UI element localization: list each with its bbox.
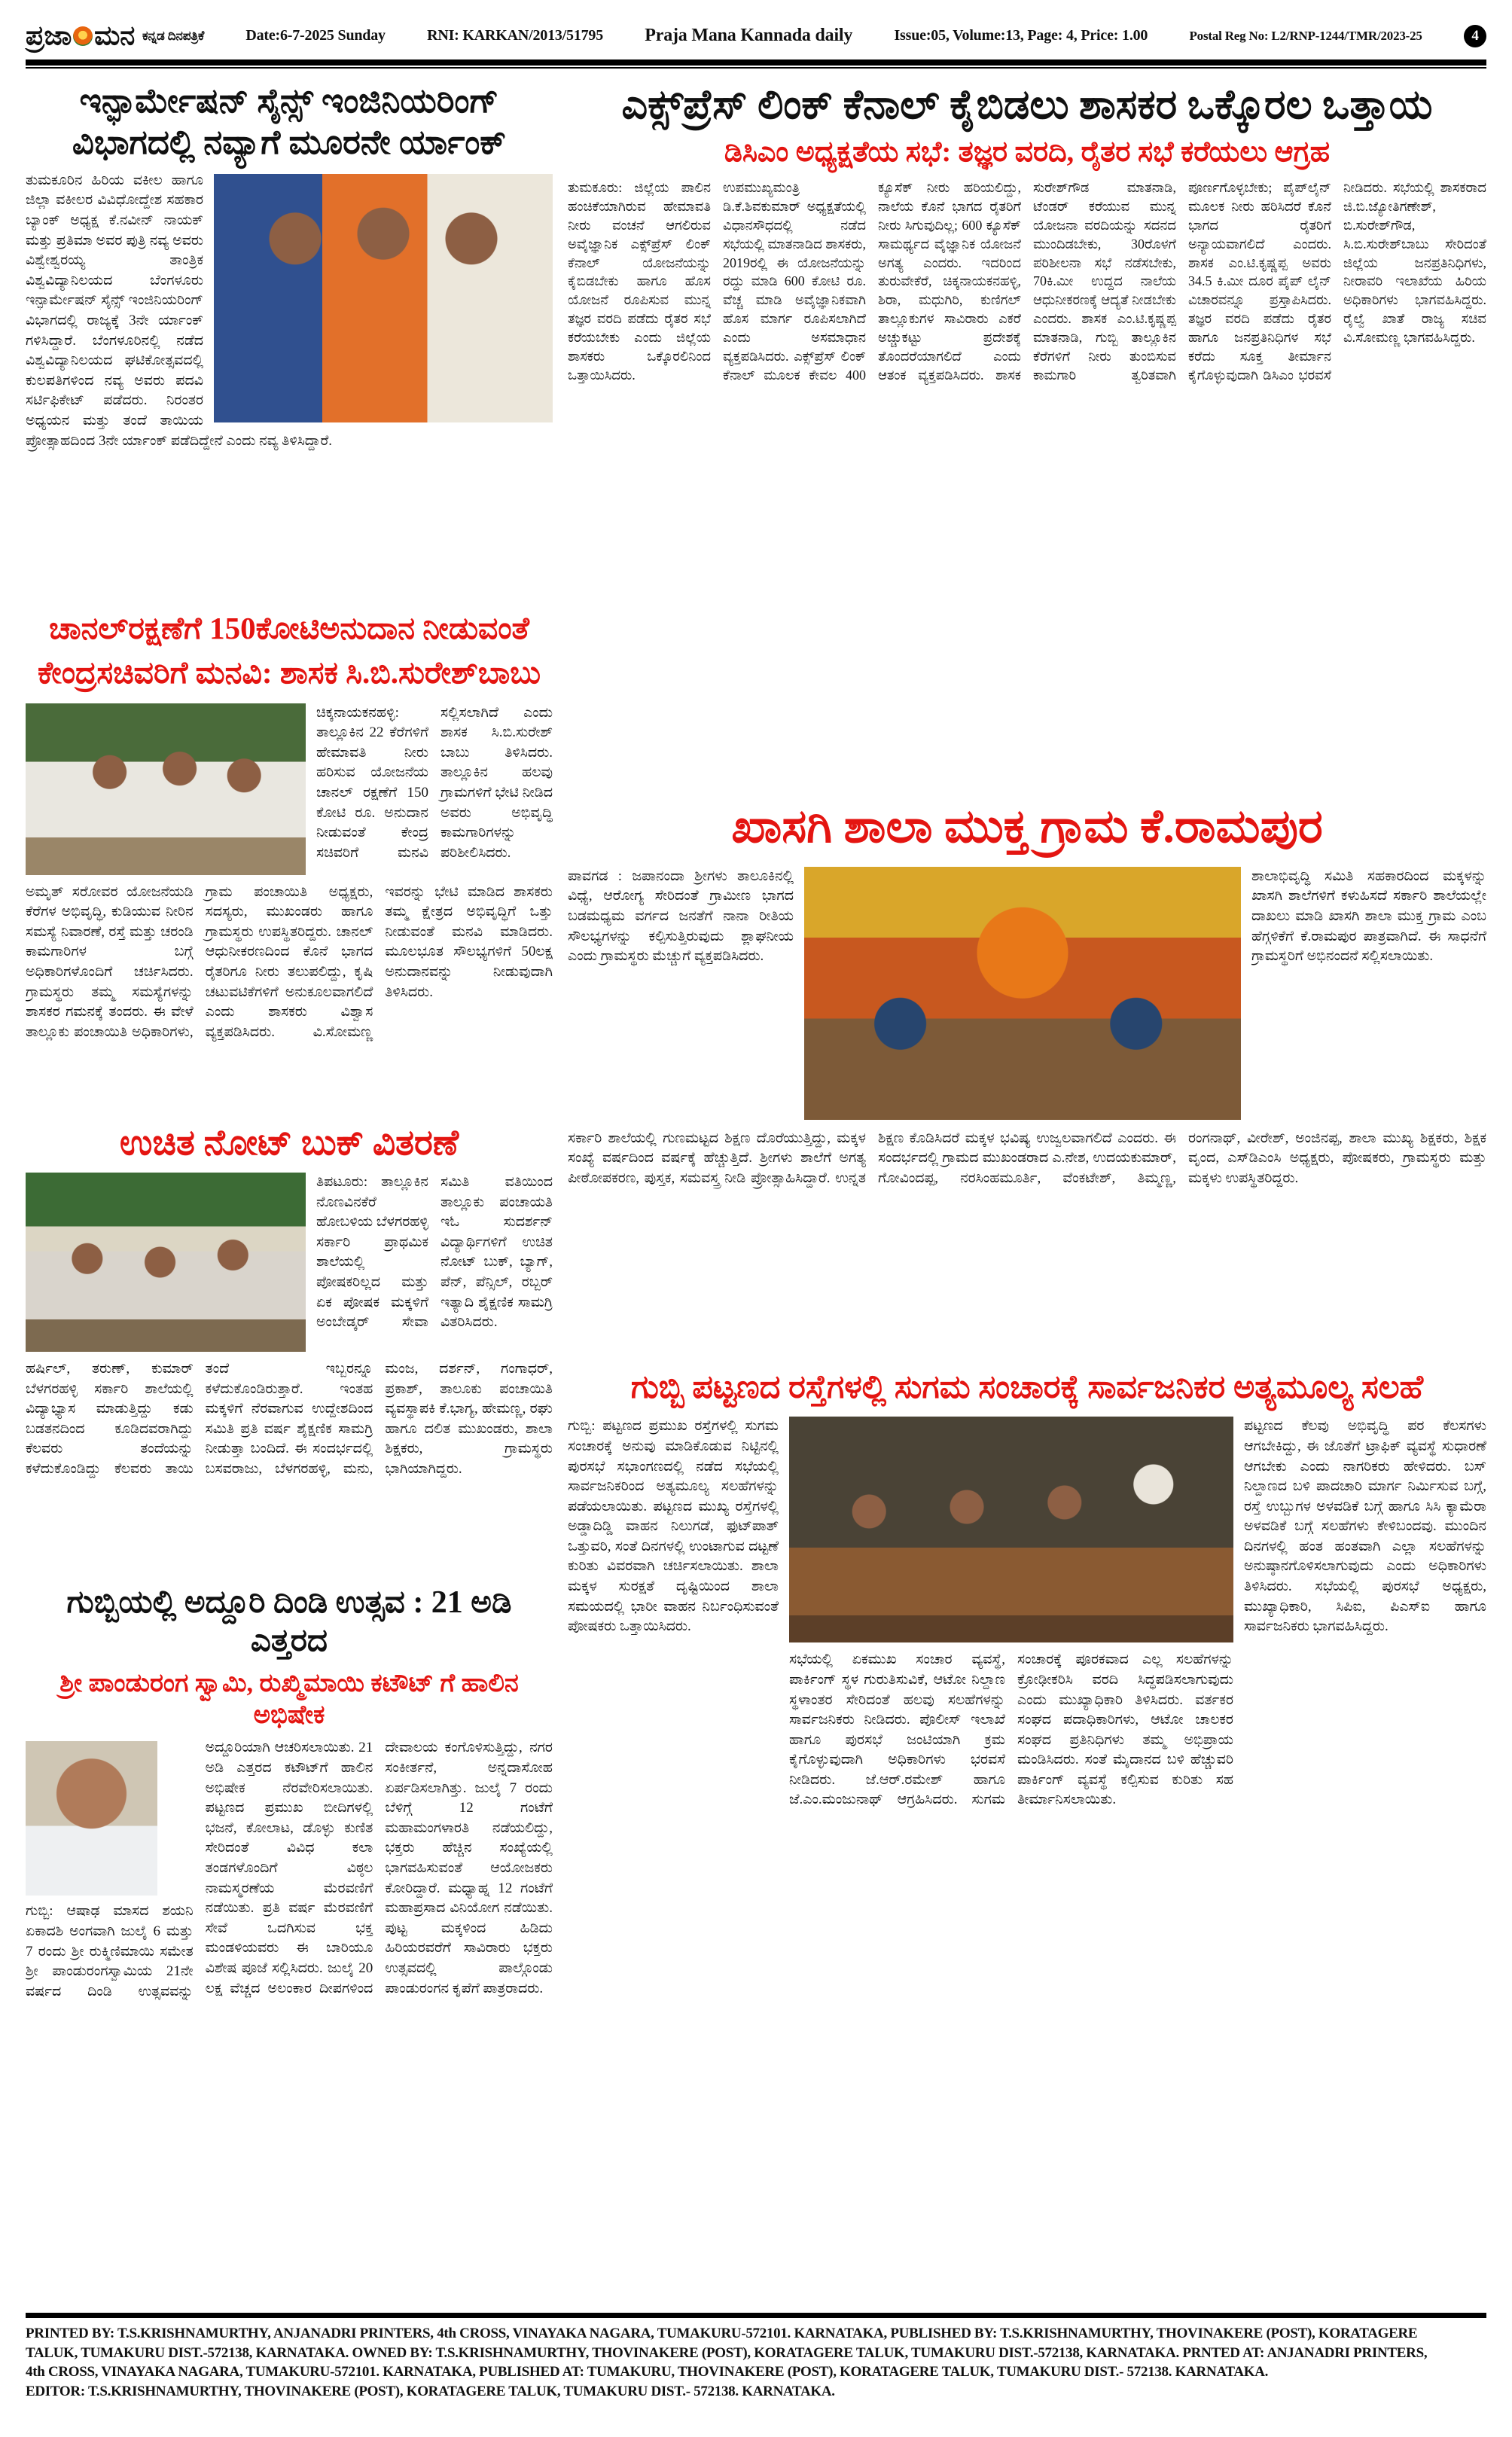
mla-village-visit-photo: [26, 703, 306, 875]
article-middle-block: [789, 1417, 1233, 2150]
masthead: [26, 20, 1486, 52]
article-subheadline: ಡಿಸಿಎಂ ಅಧ್ಯಕ್ಷತೆಯ ಸಭೆ: ತಜ್ಞರ ವರದಿ, ರೈತರ ಸಭೆ ಕರೆಯಲು ಆಗ್ರಹ: [724, 136, 1331, 168]
article-headline: ಗುಬ್ಬಿಯಲ್ಲಿ ಅದ್ದೂರಿ ದಿಂಡಿ ಉತ್ಸವ : 21 ಅಡಿ ಎತ್ತರದ: [66, 1585, 512, 1659]
article-text: ತುಮಕೂರಿನ ಹಿರಿಯ ವಕೀಲ ಹಾಗೂ ಜಿಲ್ಲಾ ವಕೀಲರ ವಿವಿಧೋದ್ದೇಶ ಸಹಕಾರ ಬ್ಯಾಂಕ್ ಅಧ್ಯಕ್ಷ ಕೆ.ನವೀನ್ ನಾಯಕ್ ಮತ್ತು ಪ್ರತಿಮಾ ಅವರ ಪುತ್ರಿ ನವ್ಯ ಅವರು ವಿಶ್ವೇಶ್ವರಯ್ಯ ತಾಂತ್ರಿಕ ವಿಶ್ವವಿದ್ಯಾನಿಲಯದ ಬೆಂಗಳೂರು ಇನ್ಫಾರ್ಮೇಷನ್ ಸೈನ್ಸ್ ಇಂಜಿನಿಯರಿಂಗ್ ವಿಭಾಗದಲ್ಲಿ ರಾಜ್ಯಕ್ಕೆ 3ನೇ ರ್ಯಾಂಕ್ ಗಳಿಸಿದ್ದಾರೆ. ಬೆಂಗಳೂರಿನಲ್ಲಿ ನಡೆದ ವಿಶ್ವವಿದ್ಯಾನಿಲಯದ ಘಟಿಕೋತ್ಸವದಲ್ಲಿ ಕುಲಪತಿಗಳಿಂದ ನವ್ಯ ಅವರು ಪದವಿ ಸರ್ಟಿಫಿಕೇಟ್ ಪಡೆದರು. ನಿರಂತರ ಅಧ್ಯಯನ ಮತ್ತು ತಂದೆ ತಾಯಿಯ ಪ್ರೋತ್ಸಾಹದಿಂದ 3ನೇ ರ್ಯಾಂಕ್ ಪಡೆದಿದ್ದೇನೆ ಎಂದು ನವ್ಯ ತಿಳಿಸಿದ್ದಾರೆ.: [26, 172, 333, 449]
masthead-divider: [26, 59, 1486, 69]
page-content: [26, 81, 1486, 2224]
rank-ceremony-photo: [214, 174, 553, 422]
article-lead: ಚಿಕ್ಕನಾಯಕನಹಳ್ಳಿ: ತಾಲ್ಲೂಕಿನ 22 ಕೆರೆಗಳಿಗೆ ಹೇಮಾವತಿ ನೀರು ಹರಿಸುವ ಯೋಜನೆಯ ಚಾನಲ್ ರಕ್ಷಣೆಗೆ 150 ಕೋಟಿ ರೂ. ಅನುದಾನ ನೀಡುವಂತೆ ಕೇಂದ್ರ ಸಚಿವರಿಗೆ ಮನವಿ ಸಲ್ಲಿಸಲಾಗಿದೆ ಎಂದು ಶಾಸಕ ಸಿ.ಬಿ.ಸುರೇಶ್ ಬಾಬು ತಿಳಿಸಿದರು. ತಾಲ್ಲೂಕಿನ ಹಲವು ಗ್ರಾಮಗಳಿಗೆ ಭೇಟಿ ನೀಡಿದ ಅವರು ಅಭಿವೃದ್ಧಿ ಕಾಮಗಾರಿಗಳನ್ನು ಪರಿಶೀಲಿಸಿದರು.: [316, 704, 553, 861]
issue-info: Issue:05, Volume:13, Page: 4, Price: 1.00: [894, 27, 1148, 44]
article-text: ಅಮೃತ್ ಸರೋವರ ಯೋಜನೆಯಡಿ ಕೆರೆಗಳ ಅಭಿವೃದ್ಧಿ, ಕುಡಿಯುವ ನೀರಿನ ಸಮಸ್ಯೆ ನಿವಾರಣೆ, ರಸ್ತೆ ಮತ್ತು ಚರಂಡಿ ಕಾಮಗಾರಿಗಳ ಬಗ್ಗೆ ಅಧಿಕಾರಿಗಳೊಂದಿಗೆ ಚರ್ಚಿಸಿದರು. ಗ್ರಾಮಸ್ಥರು ತಮ್ಮ ಸಮಸ್ಯೆಗಳನ್ನು ಶಾಸಕರ ಗಮನಕ್ಕೆ ತಂದರು. ಈ ವೇಳೆ ತಾಲ್ಲೂಕು ಪಂಚಾಯಿತಿ ಅಧಿಕಾರಿಗಳು, ಗ್ರಾಮ ಪಂಚಾಯಿತಿ ಅಧ್ಯಕ್ಷರು, ಸದಸ್ಯರು, ಮುಖಂಡರು ಹಾಗೂ ಗ್ರಾಮಸ್ಥರು ಉಪಸ್ಥಿತರಿದ್ದರು. ಚಾನಲ್ ಆಧುನೀಕರಣದಿಂದ ಕೊನೆ ಭಾಗದ ರೈತರಿಗೂ ನೀರು ತಲುಪಲಿದ್ದು, ಕೃಷಿ ಚಟುವಟಿಕೆಗಳಿಗೆ ಅನುಕೂಲವಾಗಲಿದೆ ಎಂದು ಶಾಸಕರು ವಿಶ್ವಾಸ ವ್ಯಕ್ತಪಡಿಸಿದರು. ವಿ.ಸೋಮಣ್ಣ ಇವರನ್ನು ಭೇಟಿ ಮಾಡಿದ ಶಾಸಕರು ತಮ್ಮ ಕ್ಷೇತ್ರದ ಅಭಿವೃದ್ಧಿಗೆ ಒತ್ತು ನೀಡುವಂತೆ ಮನವಿ ಮಾಡಿದರು. ಮೂಲಭೂತ ಸೌಲಭ್ಯಗಳಿಗೆ 50ಲಕ್ಷ ಅನುದಾನವನ್ನು ನೀಡುವುದಾಗಿ ತಿಳಿಸಿದರು.: [26, 883, 553, 1040]
article-headline: ಚಾನಲ್‌ರಕ್ಷಣೆಗೆ 150ಕೋಟಿಅನುದಾನ ನೀಡುವಂತೆ ಕೇಂದ್ರಸಚಿವರಿಗೆ ಮನವಿ: ಶಾಸಕ ಸಿ.ಬಿ.ಸುರೇಶ್‌ಬಾಬು: [37, 610, 541, 691]
article-body: [26, 1738, 553, 2224]
page-number-badge: 4: [1464, 25, 1486, 47]
article-body-row: [568, 1417, 1486, 2170]
logo-text-right: ಮನ: [94, 20, 136, 50]
article-headline: ಇನ್ಫಾರ್ಮೇಷನ್ ಸೈನ್ಸ್ ಇಂಜಿನಿಯರಿಂಗ್ ವಿಭಾಗದಲ್ಲಿ ನವ್ಯಾಗೆ ಮೂರನೇ ರ್ಯಾಂಕ್: [72, 82, 507, 161]
imprint-line: 4th CROSS, VINAYAKA NAGARA, TUMAKURU-572101. KARNATAKA, PUBLISHED AT: TUMAKURU, THOVINAKERE (POST), KORATAGERE TALUK, TUMAKURU DIST.- 572138. KARNATAKA.: [26, 2364, 1269, 2381]
seer-school-children-photo: [804, 867, 1241, 1120]
article-lead-row: [568, 867, 1486, 1120]
article-headline: ಖಾಸಗಿ ಶಾಲಾ ಮುಕ್ತ ಗ್ರಾಮ ಕೆ.ರಾಮಪುರ: [731, 801, 1323, 853]
paper-name-english: Praja Mana Kannada daily: [645, 26, 853, 45]
article-lead-row: [26, 703, 553, 875]
article-headline: ಉಚಿತ ನೋಟ್ ಬುಕ್ ವಿತರಣೆ: [119, 1123, 459, 1163]
dindi-organiser-portrait-photo: [26, 1741, 157, 1896]
article-body: [26, 171, 553, 593]
article-headline: ಗುಬ್ಬಿ ಪಟ್ಟಣದ ರಸ್ತೆಗಳಲ್ಲಿ ಸುಗಮ ಸಂಚಾರಕ್ಕೆ ಸಾರ್ವಜನಿಕರ ಅತ್ಯಮೂಲ್ಯ ಸಲಹೆ: [630, 1369, 1424, 1405]
article-gubbi-traffic-suggestions: [568, 1368, 1486, 2170]
article-lead: ತಿಪಟೂರು: ತಾಲ್ಲೂಕಿನ ನೊಣವಿನಕೆರೆ ಹೋಬಳಿಯ ಬೆಳಗರಹಳ್ಳಿ ಸರ್ಕಾರಿ ಪ್ರಾಥಮಿಕ ಶಾಲೆಯಲ್ಲಿ ಪೋಷಕರಿಲ್ಲದ ಮತ್ತು ಏಕ ಪೋಷಕ ಮಕ್ಕಳಿಗೆ ಅಂಬೇಡ್ಕರ್ ಸೇವಾ ಸಮಿತಿ ವತಿಯಿಂದ ತಾಲ್ಲೂಕು ಪಂಚಾಯತಿ ಇಓ ಸುದರ್ಶನ್ ವಿದ್ಯಾರ್ಥಿಗಳಿಗೆ ಉಚಿತ ನೋಟ್ ಬುಕ್, ಬ್ಯಾಗ್, ಪೆನ್, ಪೆನ್ಸಿಲ್, ರಬ್ಬರ್ ಇತ್ಯಾದಿ ಶೈಕ್ಷಣಿಕ ಸಾಮಗ್ರಿ ವಿತರಿಸಿದರು.: [316, 1173, 553, 1331]
logo-subtitle: ಕನ್ನಡ ದಿನಪತ್ರಿಕೆ: [142, 28, 205, 43]
rni-number: RNI: KARKAN/2013/51795: [427, 27, 604, 44]
article-side-text: ಪಟ್ಟಣದ ಕೆಲವು ಅಭಿವೃದ್ಧಿ ಪರ ಕೆಲಸಗಳು ಆಗಬೇಕಿದ್ದು, ಈ ಜೊತೆಗೆ ಟ್ರಾಫಿಕ್ ವ್ಯವಸ್ಥೆ ಸುಧಾರಣೆ ಆಗಬೇಕು ಎಂದು ನಾಗರಿಕರು ಹೇಳಿದರು. ಬಸ್ ನಿಲ್ದಾಣದ ಬಳಿ ಪಾದಚಾರಿ ಮಾರ್ಗ ನಿರ್ಮಿಸುವ ಬಗ್ಗೆ, ರಸ್ತೆ ಉಬ್ಬುಗಳ ಅಳವಡಿಕೆ ಬಗ್ಗೆ ಹಾಗೂ ಸಿಸಿ ಕ್ಯಾಮೆರಾ ಅಳವಡಿಕೆ ಬಗ್ಗೆ ಸಲಹೆಗಳು ಕೇಳಿಬಂದವು. ಮುಂದಿನ ದಿನಗಳಲ್ಲಿ ಹಂತ ಹಂತವಾಗಿ ಎಲ್ಲಾ ಸಲಹೆಗಳನ್ನು ಅನುಷ್ಠಾನಗೊಳಿಸಲಾಗುವುದು ಎಂದು ಅಧಿಕಾರಿಗಳು ತಿಳಿಸಿದರು. ಸಭೆಯಲ್ಲಿ ಪುರಸಭೆ ಅಧ್ಯಕ್ಷರು, ಮುಖ್ಯಾಧಿಕಾರಿ, ಸಿಪಿಐ, ಪಿಎಸ್‌ಐ ಹಾಗೂ ಸಾರ್ವಜನಿಕರು ಭಾಗವಹಿಸಿದ್ದರು.: [1244, 1418, 1486, 1635]
postal-registration: Postal Reg No: L2/RNP-1244/TMR/2023-25: [1189, 28, 1422, 43]
article-body: ತುಮಕೂರು: ಜಿಲ್ಲೆಯ ಪಾಲಿನ ಹಂಚಿಕೆಯಾಗಿರುವ ಹೇಮಾವತಿ ನೀರು ವಂಚನೆ ಆಗಲಿರುವ ಅವೈಜ್ಞಾನಿಕ ಎಕ್ಸ್‌ಪ್ರೆಸ್ ಲಿಂಕ್ ಕೆನಾಲ್ ಯೋಜನೆಯನ್ನು ಕೈಬಿಡಬೇಕು ಹಾಗೂ ಹೊಸ ಯೋಜನೆ ರೂಪಿಸುವ ಮುನ್ನ ತಜ್ಞರ ವರದಿ ಪಡೆದು ರೈತರ ಸಭೆ ಕರೆಯಬೇಕು ಎಂದು ಜಿಲ್ಲೆಯ ಶಾಸಕರು ಒಕ್ಕೊರಲಿನಿಂದ ಒತ್ತಾಯಿಸಿದರು. ಉಪಮುಖ್ಯಮಂತ್ರಿ ಡಿ.ಕೆ.ಶಿವಕುಮಾರ್ ಅಧ್ಯಕ್ಷತೆಯಲ್ಲಿ ವಿಧಾನಸೌಧದಲ್ಲಿ ನಡೆದ ಸಭೆಯಲ್ಲಿ ಮಾತನಾಡಿದ ಶಾಸಕರು, 2019ರಲ್ಲಿ ಈ ಯೋಜನೆಯನ್ನು ರದ್ದು ಮಾಡಿ 600 ಕೋಟಿ ರೂ. ವೆಚ್ಚ ಮಾಡಿ ಅವೈಜ್ಞಾನಿಕವಾಗಿ ಹೊಸ ಮಾರ್ಗ ರೂಪಿಸಲಾಗಿದೆ ಎಂದು ಅಸಮಾಧಾನ ವ್ಯಕ್ತಪಡಿಸಿದರು. ಎಕ್ಸ್‌ಪ್ರೆಸ್ ಲಿಂಕ್ ಕೆನಾಲ್ ಮೂಲಕ ಕೇವಲ 400 ಕ್ಯೂಸೆಕ್ ನೀರು ಹರಿಯಲಿದ್ದು, ನಾಲೆಯ ಕೊನೆ ಭಾಗದ ರೈತರಿಗೆ ನೀರು ಸಿಗುವುದಿಲ್ಲ; 600 ಕ್ಯೂಸೆಕ್ ಸಾಮರ್ಥ್ಯದ ವೈಜ್ಞಾನಿಕ ಯೋಜನೆ ಅಗತ್ಯ ಎಂದರು. ಇದರಿಂದ ತುರುವೇಕೆರೆ, ಚಿಕ್ಕನಾಯಕನಹಳ್ಳಿ, ಶಿರಾ, ಮಧುಗಿರಿ, ಕುಣಿಗಲ್ ತಾಲ್ಲೂಕುಗಳ ಸಾವಿರಾರು ಎಕರೆ ಅಚ್ಚುಕಟ್ಟು ಪ್ರದೇಶಕ್ಕೆ ತೊಂದರೆಯಾಗಲಿದೆ ಎಂದು ಆತಂಕ ವ್ಯಕ್ತಪಡಿಸಿದರು. ಶಾಸಕ ಸುರೇಶ್‌ಗೌಡ ಮಾತನಾಡಿ, ಟೆಂಡರ್ ಕರೆಯುವ ಮುನ್ನ ಯೋಜನಾ ವರದಿಯನ್ನು ಸದನದ ಮುಂದಿಡಬೇಕು, 30ರೊಳಗೆ ಪರಿಶೀಲನಾ ಸಭೆ ನಡೆಸಬೇಕು, 70ಕಿ.ಮೀ ಉದ್ದದ ನಾಲೆಯ ಆಧುನೀಕರಣಕ್ಕೆ ಆದ್ಯತೆ ನೀಡಬೇಕು ಎಂದರು. ಶಾಸಕ ಎಂ.ಟಿ.ಕೃಷ್ಣಪ್ಪ ಮಾತನಾಡಿ, ಗುಬ್ಬಿ ತಾಲ್ಲೂಕಿನ ಕೆರೆಗಳಿಗೆ ನೀರು ತುಂಬಿಸುವ ಕಾಮಗಾರಿ ತ್ವರಿತವಾಗಿ ಪೂರ್ಣಗೊಳ್ಳಬೇಕು; ಪೈಪ್‌ಲೈನ್ ಮೂಲಕ ನೀರು ಹರಿಸಿದರೆ ಕೊನೆ ಭಾಗದ ರೈತರಿಗೆ ಅನ್ಯಾಯವಾಗಲಿದೆ ಎಂದರು. ಶಾಸಕ ಎಂ.ಟಿ.ಕೃಷ್ಣಪ್ಪ ಅವರು 34.5 ಕಿ.ಮೀ ದೂರ ಪೈಪ್ ಲೈನ್ ವಿಚಾರವನ್ನೂ ಪ್ರಸ್ತಾಪಿಸಿದರು. ತಜ್ಞರ ವರದಿ ಪಡೆದು ರೈತರ ಹಾಗೂ ಜನಪ್ರತಿನಿಧಿಗಳ ಸಭೆ ಕರೆದು ಸೂಕ್ತ ತೀರ್ಮಾನ ಕೈಗೊಳ್ಳುವುದಾಗಿ ಡಿಸಿಎಂ ಭರವಸೆ ನೀಡಿದರು. ಸಭೆಯಲ್ಲಿ ಶಾಸಕರಾದ ಜಿ.ಬಿ.ಜ್ಯೋತಿಗಣೇಶ್, ಬಿ.ಸುರೇಶ್‌ಗೌಡ, ಸಿ.ಬಿ.ಸುರೇಶ್‌ಬಾಬು ಸೇರಿದಂತೆ ಜಿಲ್ಲೆಯ ಜನಪ್ರತಿನಿಧಿಗಳು, ನೀರಾವರಿ ಇಲಾಖೆಯ ಹಿರಿಯ ಅಧಿಕಾರಿಗಳು ಭಾಗವಹಿಸಿದ್ದರು. ರೈಲ್ವೆ ಖಾತೆ ರಾಜ್ಯ ಸಚಿವ ವಿ.ಸೋಮಣ್ಣ ಭಾಗವಹಿಸಿದ್ದರು.: [568, 180, 1486, 383]
article-private-school-free-village: [568, 799, 1486, 1355]
article-free-notebooks: [26, 1122, 553, 1570]
issue-date: Date:6-7-2025 Sunday: [245, 27, 386, 44]
article-text: ಸರ್ಕಾರಿ ಶಾಲೆಯಲ್ಲಿ ಗುಣಮಟ್ಟದ ಶಿಕ್ಷಣ ದೊರೆಯುತ್ತಿದ್ದು, ಮಕ್ಕಳ ಸಂಖ್ಯೆ ವರ್ಷದಿಂದ ವರ್ಷಕ್ಕೆ ಹೆಚ್ಚುತ್ತಿದೆ. ಶ್ರೀಗಳು ಶಾಲೆಗೆ ಅಗತ್ಯ ಪೀಠೋಪಕರಣ, ಪುಸ್ತಕ, ಸಮವಸ್ತ್ರ ನೀಡಿ ಪ್ರೋತ್ಸಾಹಿಸಿದ್ದಾರೆ. ಉನ್ನತ ಶಿಕ್ಷಣ ಕೊಡಿಸಿದರೆ ಮಕ್ಕಳ ಭವಿಷ್ಯ ಉಜ್ವಲವಾಗಲಿದೆ ಎಂದರು. ಈ ಸಂದರ್ಭದಲ್ಲಿ ಗ್ರಾಮದ ಮುಖಂಡರಾದ ಎ.ನೇಶ, ಉದಯಕುಮಾರ್, ಗೋವಿಂದಪ್ಪ, ನರಸಿಂಹಮೂರ್ತಿ, ವೆಂಕಟೇಶ್, ತಿಮ್ಮಣ್ಣ, ರಂಗನಾಥ್, ವೀರೇಶ್, ಅಂಜಿನಪ್ಪ, ಶಾಲಾ ಮುಖ್ಯ ಶಿಕ್ಷಕರು, ಶಿಕ್ಷಕ ವೃಂದ, ಎಸ್‌ಡಿಎಂಸಿ ಅಧ್ಯಕ್ಷರು, ಪೋಷಕರು, ಗ್ರಾಮಸ್ಥರು ಮತ್ತು ಮಕ್ಕಳು ಉಪಸ್ಥಿತರಿದ್ದರು.: [568, 1130, 1486, 1187]
notebook-distribution-photo: [26, 1173, 306, 1352]
imprint-line: PRINTED BY: T.S.KRISHNAMURTHY, ANJANADRI PRINTERS, 4th CROSS, VINAYAKA NAGARA, TUMAKURU-572101. KARNATAKA, PUBLISHED BY: T.S.KRISHNAMURTHY, THOVINAKERE (POST), KORATAGERE: [26, 2326, 1418, 2341]
article-text: ಸಭೆಯಲ್ಲಿ ಏಕಮುಖ ಸಂಚಾರ ವ್ಯವಸ್ಥೆ, ಪಾರ್ಕಿಂಗ್ ಸ್ಥಳ ಗುರುತಿಸುವಿಕೆ, ಆಟೋ ನಿಲ್ದಾಣ ಸ್ಥಳಾಂತರ ಸೇರಿದಂತೆ ಹಲವು ಸಲಹೆಗಳನ್ನು ಸಾರ್ವಜನಿಕರು ನೀಡಿದರು. ಪೊಲೀಸ್ ಇಲಾಖೆ ಹಾಗೂ ಪುರಸಭೆ ಜಂಟಿಯಾಗಿ ಕ್ರಮ ಕೈಗೊಳ್ಳುವುದಾಗಿ ಅಧಿಕಾರಿಗಳು ಭರವಸೆ ನೀಡಿದರು. ಜೆ.ಆರ್.ರಮೇಶ್ ಹಾಗೂ ಜೆ.ಎಂ.ಮಂಜುನಾಥ್ ಆಗ್ರಹಿಸಿದರು. ಸುಗಮ ಸಂಚಾರಕ್ಕೆ ಪೂರಕವಾದ ಎಲ್ಲ ಸಲಹೆಗಳನ್ನು ಕ್ರೋಢೀಕರಿಸಿ ವರದಿ ಸಿದ್ಧಪಡಿಸಲಾಗುವುದು ಎಂದು ಮುಖ್ಯಾಧಿಕಾರಿ ತಿಳಿಸಿದರು. ವರ್ತಕರ ಸಂಘದ ಪದಾಧಿಕಾರಿಗಳು, ಆಟೋ ಚಾಲಕರ ಸಂಘದ ಪ್ರತಿನಿಧಿಗಳು ತಮ್ಮ ಅಭಿಪ್ರಾಯ ಮಂಡಿಸಿದರು. ಸಂತೆ ಮೈದಾನದ ಬಳಿ ಹೆಚ್ಚುವರಿ ಪಾರ್ಕಿಂಗ್ ವ್ಯವಸ್ಥೆ ಕಲ್ಪಿಸುವ ಕುರಿತು ಸಹ ತೀರ್ಮಾನಿಸಲಾಯಿತು.: [789, 1652, 1233, 1808]
article-subheadline: ಶ್ರೀ ಪಾಂಡುರಂಗ ಸ್ವಾಮಿ, ರುಖ್ಮಿಮಾಯಿ ಕಟೌಟ್ ಗೆ ಹಾಲಿನ ಅಭಿಷೇಕ: [59, 1670, 519, 1729]
newspaper-logo: [26, 20, 204, 52]
article-lead: ಗುಬ್ಬಿ: ಪಟ್ಟಣದ ಪ್ರಮುಖ ರಸ್ತೆಗಳಲ್ಲಿ ಸುಗಮ ಸಂಚಾರಕ್ಕೆ ಅನುವು ಮಾಡಿಕೊಡುವ ನಿಟ್ಟಿನಲ್ಲಿ ಪುರಸಭೆ ಸಭಾಂಗಣದಲ್ಲಿ ನಡೆದ ಸಭೆಯಲ್ಲಿ ಸಾರ್ವಜನಿಕರಿಂದ ಅತ್ಯಮೂಲ್ಯ ಸಲಹೆಗಳನ್ನು ಪಡೆಯಲಾಯಿತು. ಪಟ್ಟಣದ ಮುಖ್ಯ ರಸ್ತೆಗಳಲ್ಲಿ ಅಡ್ಡಾದಿಡ್ಡಿ ವಾಹನ ನಿಲುಗಡೆ, ಫುಟ್‌ಪಾತ್ ಒತ್ತುವರಿ, ಸಂತೆ ದಿನಗಳಲ್ಲಿ ಉಂಟಾಗುವ ದಟ್ಟಣೆ ಕುರಿತು ವಿವರವಾಗಿ ಚರ್ಚಿಸಲಾಯಿತು. ಶಾಲಾ ಮಕ್ಕಳ ಸುರಕ್ಷತೆ ದೃಷ್ಟಿಯಿಂದ ಶಾಲಾ ಸಮಯದಲ್ಲಿ ಭಾರೀ ವಾಹನ ನಿರ್ಬಂಧಿಸುವಂತೆ ಪೋಷಕರು ಒತ್ತಾಯಿಸಿದರು.: [568, 1418, 779, 1635]
article-rank-navya: [26, 81, 553, 593]
article-lead-row: [26, 1173, 553, 1352]
imprint-footer: [26, 2313, 1486, 2437]
right-column-zone: [568, 81, 1486, 2224]
left-column-zone: [26, 81, 553, 2224]
logo-text-left: ಪ್ರಜಾ: [26, 20, 72, 50]
article-side-text: ಶಾಲಾಭಿವೃದ್ಧಿ ಸಮಿತಿ ಸಹಕಾರದಿಂದ ಮಕ್ಕಳನ್ನು ಖಾಸಗಿ ಶಾಲೆಗಳಿಗೆ ಕಳುಹಿಸದೆ ಸರ್ಕಾರಿ ಶಾಲೆಯಲ್ಲೇ ದಾಖಲು ಮಾಡಿ ಖಾಸಗಿ ಶಾಲಾ ಮುಕ್ತ ಗ್ರಾಮ ಎಂಬ ಹೆಗ್ಗಳಿಕೆಗೆ ಕೆ.ರಾಮಪುರ ಪಾತ್ರವಾಗಿದೆ. ಈ ಸಾಧನೆಗೆ ಗ್ರಾಮಸ್ಥರಿಗೆ ಅಭಿನಂದನೆ ಸಲ್ಲಿಸಲಾಯಿತು.: [1251, 868, 1486, 965]
article-dindi-utsava: [26, 1584, 553, 2224]
logo-emblem-icon: [73, 26, 93, 46]
public-meeting-photo: [789, 1417, 1233, 1642]
article-text: ಗುಬ್ಬಿ: ಆಷಾಢ ಮಾಸದ ಶಯನಿ ಏಕಾದಶಿ ಅಂಗವಾಗಿ ಜುಲೈ 6 ಮತ್ತು 7 ರಂದು ಶ್ರೀ ರುಕ್ಮಿಣಿಮಾಯಿ ಸಮೇತ ಶ್ರೀ ಪಾಂಡುರಂಗಸ್ವಾಮಿಯ 21ನೇ ವರ್ಷದ ದಿಂಡಿ ಉತ್ಸವವನ್ನು ಅದ್ದೂರಿಯಾಗಿ ಆಚರಿಸಲಾಯಿತು. 21 ಅಡಿ ಎತ್ತರದ ಕಟೌಟ್‌ಗೆ ಹಾಲಿನ ಅಭಿಷೇಕ ನೆರವೇರಿಸಲಾಯಿತು. ಪಟ್ಟಣದ ಪ್ರಮುಖ ಬೀದಿಗಳಲ್ಲಿ ಭಜನೆ, ಕೋಲಾಟ, ಡೊಳ್ಳು ಕುಣಿತ ಸೇರಿದಂತೆ ವಿವಿಧ ಕಲಾ ತಂಡಗಳೊಂದಿಗೆ ವಿಠ್ಠಲ ನಾಮಸ್ಮರಣೆಯ ಮೆರವಣಿಗೆ ನಡೆಯಿತು. ಪ್ರತಿ ವರ್ಷ ಮೆರವಣಿಗೆ ಸೇವೆ ಒದಗಿಸುವ ಭಕ್ತ ಮಂಡಳಿಯವರು ಈ ಬಾರಿಯೂ ವಿಶೇಷ ಪೂಜೆ ಸಲ್ಲಿಸಿದರು. ಜುಲೈ 20 ಲಕ್ಷ ವೆಚ್ಚದ ಅಲಂಕಾರ ದೀಪಗಳಿಂದ ದೇವಾಲಯ ಕಂಗೊಳಿಸುತ್ತಿದ್ದು, ನಗರ ಸಂಕೀರ್ತನೆ, ಅನ್ನದಾಸೋಹ ಏರ್ಪಡಿಸಲಾಗಿತ್ತು. ಜುಲೈ 7 ರಂದು ಬೆಳಿಗ್ಗೆ 12 ಗಂಟೆಗೆ ಮಹಾಮಂಗಳಾರತಿ ನಡೆಯಲಿದ್ದು, ಭಕ್ತರು ಹೆಚ್ಚಿನ ಸಂಖ್ಯೆಯಲ್ಲಿ ಭಾಗವಹಿಸುವಂತೆ ಆಯೋಜಕರು ಕೋರಿದ್ದಾರೆ. ಮಧ್ಯಾಹ್ನ 12 ಗಂಟೆಗೆ ಮಹಾಪ್ರಸಾದ ವಿನಿಯೋಗ ನಡೆಯಿತು. ಪುಟ್ಟ ಮಕ್ಕಳಿಂದ ಹಿಡಿದು ಹಿರಿಯರವರೆಗೆ ಸಾವಿರಾರು ಭಕ್ತರು ಉತ್ಸವದಲ್ಲಿ ಪಾಲ್ಗೊಂಡು ಪಾಂಡುರಂಗನ ಕೃಪೆಗೆ ಪಾತ್ರರಾದರು.: [26, 1740, 553, 1999]
article-headline: ಎಕ್ಸ್‌ಪ್ರೆಸ್ ಲಿಂಕ್ ಕೆನಾಲ್ ಕೈಬಿಡಲು ಶಾಸಕರ ಒಕ್ಕೊರಲ ಒತ್ತಾಯ: [621, 82, 1433, 127]
article-text: ಹರ್ಷಿಲ್, ತರುಣ್, ಕುಮಾರ್ ಬೆಳಗರಹಳ್ಳಿ ಸರ್ಕಾರಿ ಶಾಲೆಯಲ್ಲಿ ವಿದ್ಯಾಭ್ಯಾಸ ಮಾಡುತ್ತಿದ್ದು ಕಡು ಬಡತನದಿಂದ ಕೂಡಿದವರಾಗಿದ್ದು ಕೆಲವರು ತಂದೆಯನ್ನು ಕಳೆದುಕೊಂಡಿದ್ದು ಕೆಲವರು ತಾಯಿ ತಂದೆ ಇಬ್ಬರನ್ನೂ ಕಳೆದುಕೊಂಡಿರುತ್ತಾರೆ. ಇಂತಹ ಮಕ್ಕಳಿಗೆ ನೆರವಾಗುವ ಉದ್ದೇಶದಿಂದ ಸಮಿತಿ ಪ್ರತಿ ವರ್ಷ ಶೈಕ್ಷಣಿಕ ಸಾಮಗ್ರಿ ನೀಡುತ್ತಾ ಬಂದಿದೆ. ಈ ಸಂದರ್ಭದಲ್ಲಿ ಬಸವರಾಜು, ಬೆಳಗರಹಳ್ಳಿ, ಮನು, ಮಂಜ, ದರ್ಶನ್, ಗಂಗಾಧರ್, ಪ್ರಕಾಶ್, ತಾಲೂಕು ಪಂಚಾಯಿತಿ ವ್ಯವಸ್ಥಾಪಕಿ ಕೆ.ಭಾಗ್ಯ, ಹೇಮಣ್ಣ, ರಘು ಹಾಗೂ ದಲಿತ ಮುಖಂಡರು, ಶಾಲಾ ಶಿಕ್ಷಕರು, ಗ್ರಾಮಸ್ಥರು ಭಾಗಿಯಾಗಿದ್ದರು.: [26, 1360, 553, 1477]
article-express-link-canal: [568, 81, 1486, 785]
article-lead: ಪಾವಗಡ : ಜಪಾನಂದಾ ಶ್ರೀಗಳು ತಾಲೂಕಿನಲ್ಲಿ ವಿಧ್ಯೆ, ಆರೋಗ್ಯ ಸೇರಿದಂತೆ ಗ್ರಾಮೀಣ ಭಾಗದ ಬಡಮಧ್ಯಮ ವರ್ಗದ ಜನತೆಗೆ ನಾನಾ ರೀತಿಯ ಸೌಲಭ್ಯಗಳನ್ನು ಕಲ್ಪಿಸುತ್ತಿರುವುದು ಶ್ಲಾಘನೀಯ ಎಂದು ಗ್ರಾಮಸ್ಥರು ಮೆಚ್ಚುಗೆ ವ್ಯಕ್ತಪಡಿಸಿದರು.: [568, 868, 794, 965]
imprint-line: TALUK, TUMAKURU DIST.-572138, KARNATAKA. OWNED BY: T.S.KRISHNAMURTHY, THOVINAKERE (POST), KORATAGERE TALUK, TUMAKURU DIST.-572138, KARNATAKA. PRNTED AT: ANJANADRI PRINTERS,: [26, 2344, 1428, 2361]
article-channel-grant: [26, 606, 553, 1109]
imprint-line: EDITOR: T.S.KRISHNAMURTHY, THOVINAKERE (POST), KORATAGERE TALUK, TUMAKURU DIST.- 572138. KARNATAKA.: [26, 2383, 835, 2399]
